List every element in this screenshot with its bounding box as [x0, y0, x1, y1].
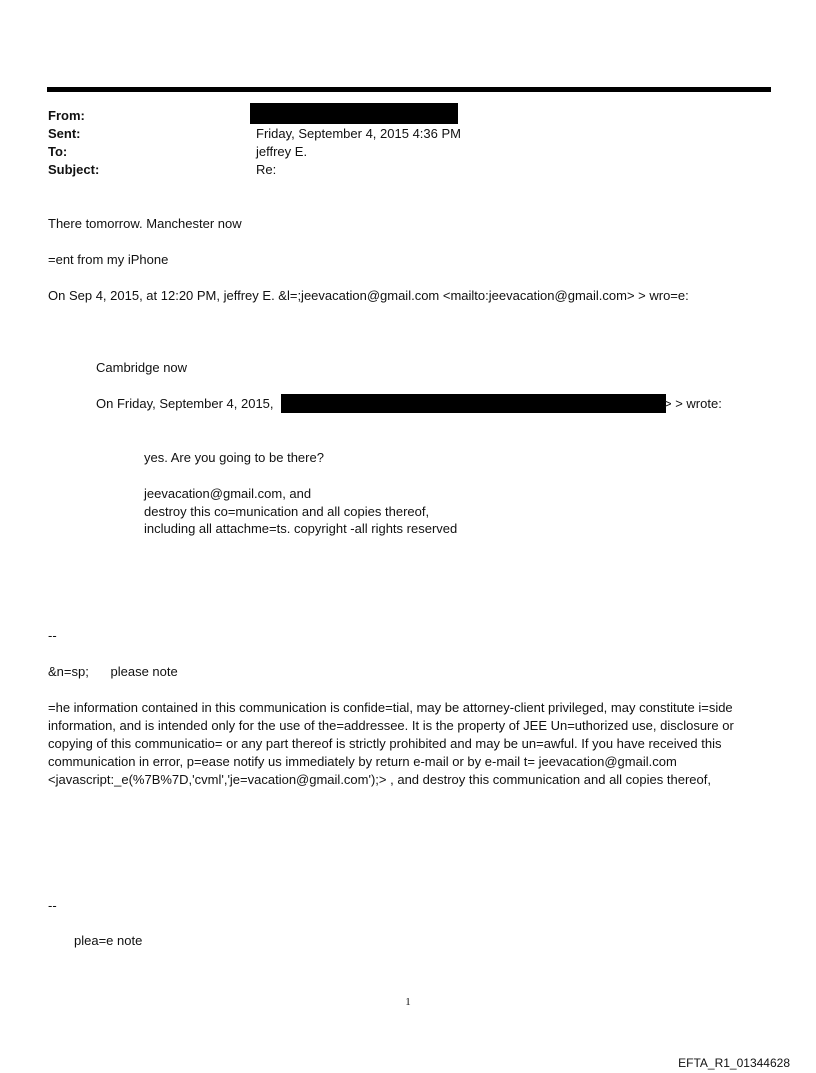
quote2-line-1: yes. Are you going to be there?: [144, 450, 324, 465]
body-line-2: =ent from my iPhone: [48, 252, 169, 267]
separator-2: --: [48, 898, 57, 913]
body-line-3: On Sep 4, 2015, at 12:20 PM, jeffrey E. &l=;jeevacation@gmail.com <mailto:jeevacation@gmail.com> > wro=e:: [48, 288, 689, 303]
body-line-1: There tomorrow. Manchester now: [48, 216, 242, 231]
to-label: To:: [48, 144, 68, 159]
bates-number: EFTA_R1_01344628: [678, 1056, 790, 1070]
from-label: From:: [48, 108, 85, 123]
page-number: 1: [405, 996, 411, 1008]
quote1-line-2-suffix: > > wrote:: [664, 396, 722, 411]
note-1: &n=sp; please note: [48, 664, 178, 679]
header-rule: [47, 87, 771, 92]
subject-value: Re:: [256, 162, 277, 177]
subject-label: Subject:: [48, 162, 100, 177]
note-2: plea=e note: [74, 933, 143, 948]
quote2-line-3: destroy this co=munication and all copies thereof,: [144, 504, 430, 519]
from-redaction: [250, 103, 458, 124]
sender-redaction: [281, 394, 666, 413]
quote2-line-2: jeevacation@gmail.com, and: [144, 486, 312, 501]
sent-value: Friday, September 4, 2015 4:36 PM: [256, 126, 461, 141]
to-value: jeffrey E.: [256, 144, 308, 159]
quote1-line-2-prefix: On Friday, September 4, 2015,: [96, 396, 274, 411]
quote1-line-1: Cambridge now: [96, 360, 188, 375]
quote2-line-4: including all attachme=ts. copyright -all rights reserved: [144, 521, 458, 536]
separator-1: --: [48, 628, 57, 643]
disclaimer-paragraph: =he information contained in this communication is confide=tial, may be attorney-client privileged, may constitute i=side information, and is intended only for the use of the=addressee. It is the property of JEE Un=uthorized use, disclosure or copying of this communicatio= or any part thereof is strictly prohibited and may be un=awful. If you have received this communication in error, p=ease notify us immediately by return e-mail or by e-mail t= jeevacation@gmail.com <javascript:_e(%7B%7D,'cvml','je=vacation@gmail.com');> , and destroy this communication and all copies thereof,: [48, 700, 734, 787]
sent-label: Sent:: [48, 126, 81, 141]
